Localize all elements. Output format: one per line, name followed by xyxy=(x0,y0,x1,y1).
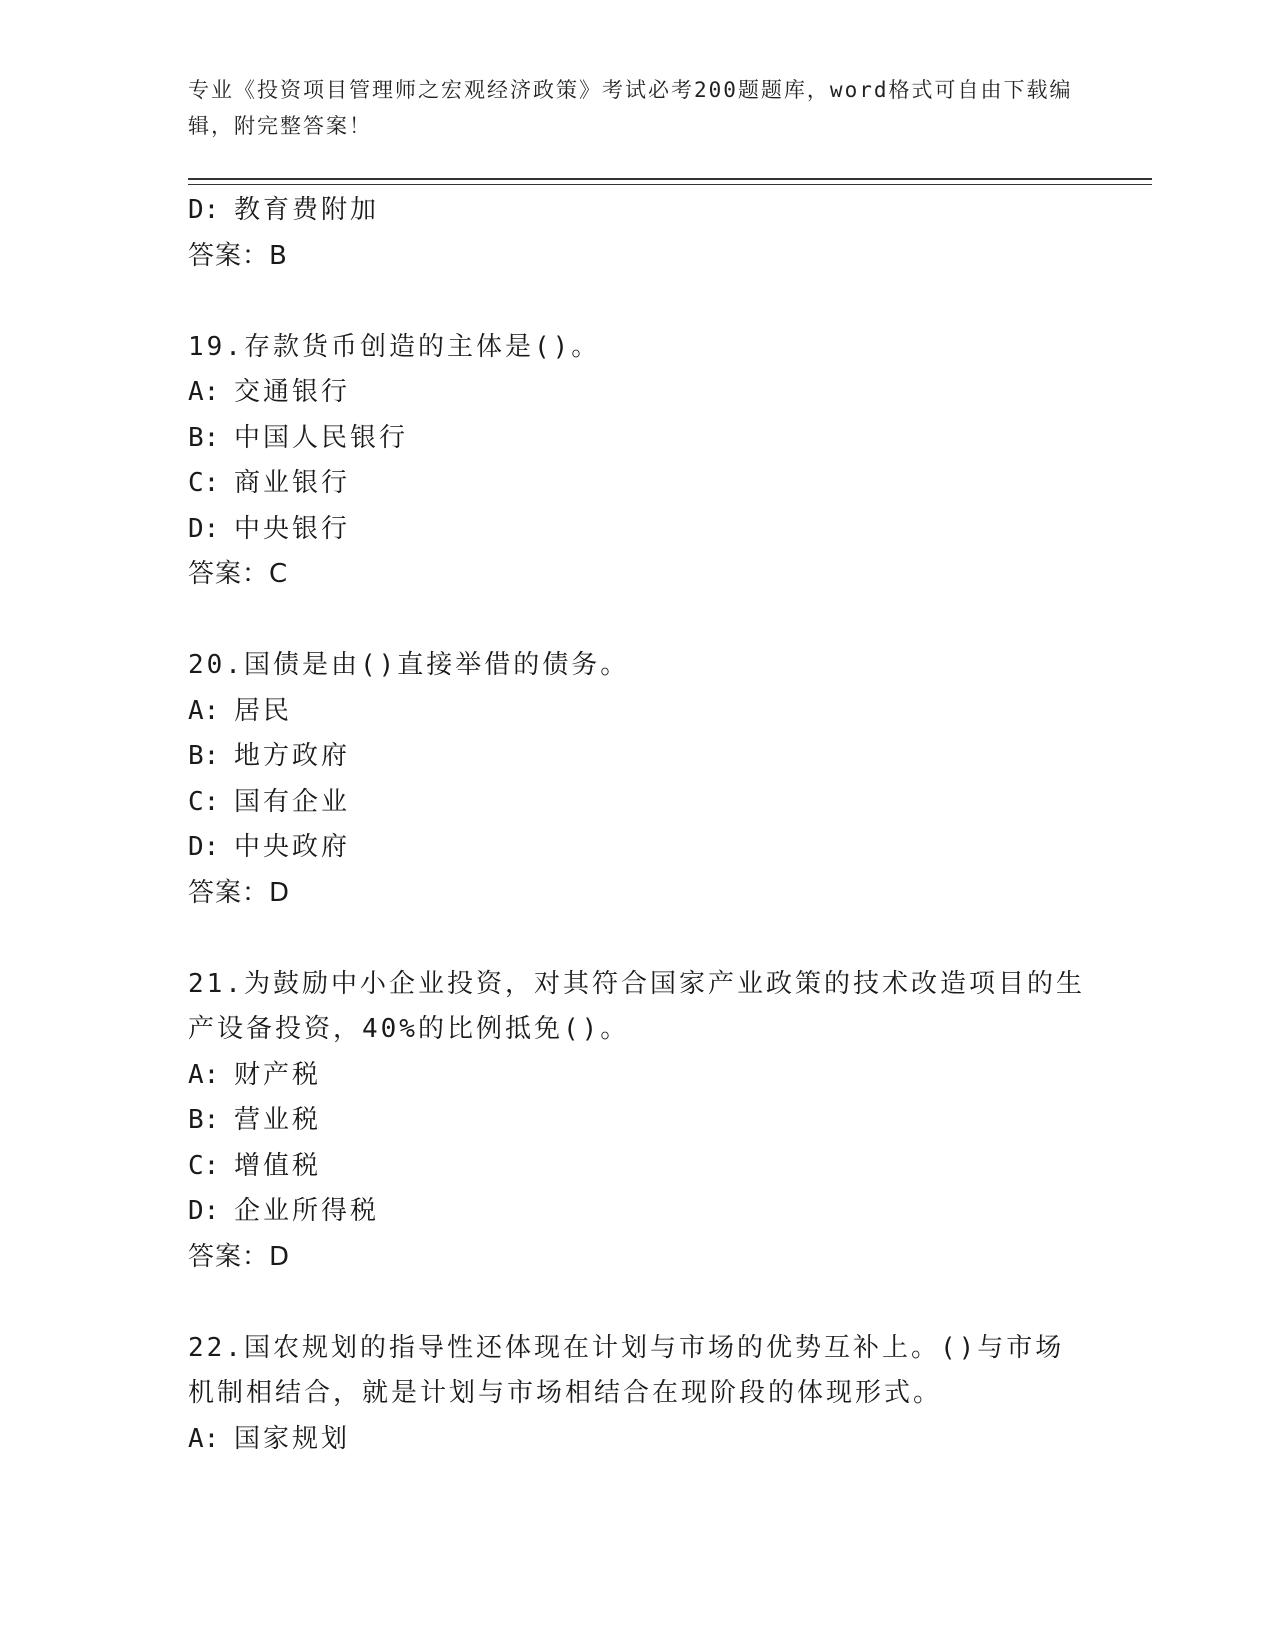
option-label: C: xyxy=(188,786,220,817)
option-text: 国家规划 xyxy=(234,1423,351,1454)
option-line xyxy=(188,825,1088,871)
option-text: 企业所得税 xyxy=(234,1196,380,1226)
option-line xyxy=(188,416,1088,462)
option-label: C: xyxy=(188,468,220,498)
option-text: 居民 xyxy=(234,695,293,726)
option-text: 中央政府 xyxy=(234,832,351,862)
header-rule-thin xyxy=(188,184,1152,185)
option-line xyxy=(188,461,1088,507)
answer-line: 答案：D xyxy=(188,877,291,908)
answer-line: 答案：B xyxy=(188,240,288,271)
answer-line: 答案：C xyxy=(188,559,289,589)
document-body xyxy=(188,188,1088,1462)
option-text: 中央银行 xyxy=(234,513,351,544)
option-label: A: xyxy=(188,1423,220,1454)
option-label: A: xyxy=(188,1059,220,1090)
question-stem: 22.国农规划的指导性还体现在计划与市场的优势互补上。()与市场机制相结合，就是计划与市场相结合在现阶段的体现形式。 xyxy=(188,1332,1065,1408)
option-text: 地方政府 xyxy=(234,741,351,771)
option-line xyxy=(188,1053,1088,1099)
option-text: 国有企业 xyxy=(234,786,351,817)
header-rule-thick xyxy=(188,178,1152,180)
option-text: 增值税 xyxy=(234,1150,322,1181)
option-line xyxy=(188,370,1088,416)
spacer xyxy=(188,1280,1088,1326)
option-line xyxy=(188,780,1088,826)
option-line xyxy=(188,1417,1088,1463)
option-label: D: xyxy=(188,195,220,225)
option-label: B: xyxy=(188,741,220,771)
spacer xyxy=(188,598,1088,644)
option-text: 交通银行 xyxy=(234,377,351,407)
option-label: D: xyxy=(188,1196,220,1226)
spacer xyxy=(188,916,1088,962)
option-text: 财产税 xyxy=(234,1059,322,1090)
option-text: 商业银行 xyxy=(234,468,351,498)
option-label: D: xyxy=(188,513,220,544)
option-label: A: xyxy=(188,695,220,726)
option-line xyxy=(188,1098,1088,1144)
option-text: 中国人民银行 xyxy=(234,422,409,453)
option-line xyxy=(188,734,1088,780)
option-text: 教育费附加 xyxy=(234,195,380,225)
option-label: C: xyxy=(188,1150,220,1181)
question-stem: 21.为鼓励中小企业投资，对其符合国家产业政策的技术改造项目的生产设备投资，40%的比例抵免()。 xyxy=(188,968,1085,1044)
option-label: A: xyxy=(188,377,220,407)
question-stem: 20.国债是由()直接举借的债务。 xyxy=(188,650,630,680)
option-line xyxy=(188,1189,1088,1235)
option-line xyxy=(188,188,1088,234)
option-label: B: xyxy=(188,422,220,453)
spacer xyxy=(188,279,1088,325)
option-line xyxy=(188,507,1088,553)
option-line xyxy=(188,689,1088,735)
document-header: 专业《投资项目管理师之宏观经济政策》考试必考200题题库，word格式可自由下载编辑，附完整答案！ xyxy=(188,78,1073,138)
answer-line: 答案：D xyxy=(188,1241,291,1272)
question-stem: 19.存款货币创造的主体是()。 xyxy=(188,331,601,362)
option-line xyxy=(188,1144,1088,1190)
option-label: B: xyxy=(188,1105,220,1135)
option-text: 营业税 xyxy=(234,1105,322,1135)
option-label: D: xyxy=(188,832,220,862)
